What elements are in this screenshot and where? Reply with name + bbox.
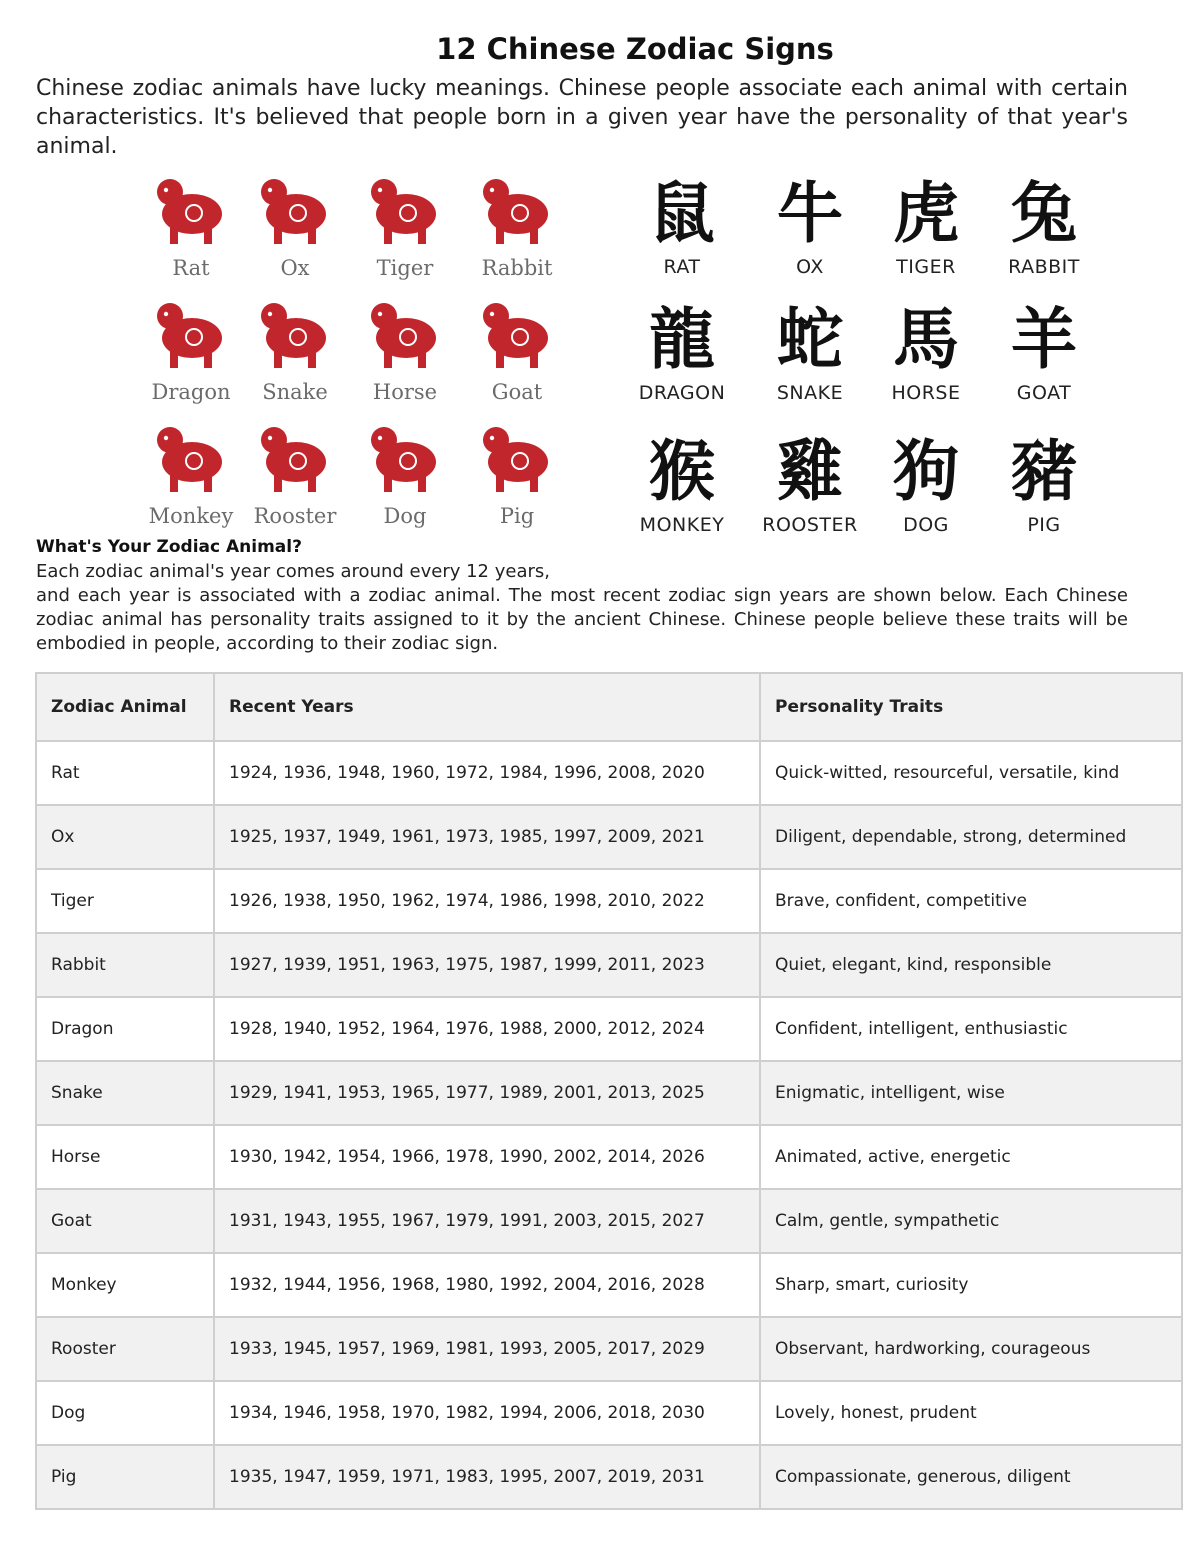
char-tile-dog [866, 430, 986, 554]
char-label: RABBIT [1008, 256, 1080, 278]
rooster-illustration-icon [252, 414, 338, 498]
animal-cell: Snake [36, 1061, 214, 1125]
years-cell: 1928, 1940, 1952, 1964, 1976, 1988, 2000, 2012, 2024 [214, 997, 760, 1061]
dragon-illustration-icon [148, 290, 234, 374]
char-label: DOG [903, 514, 949, 536]
horse-illustration-icon [362, 290, 448, 374]
years-cell: 1927, 1939, 1951, 1963, 1975, 1987, 1999, 2011, 2023 [214, 933, 760, 997]
section-line-2: and each year is associated with a zodiac animal. The most recent zodiac sign years are shown below. Each Chinese zodiac animal has personality traits assigned to it by the ancient Chinese. Chinese people believe these traits will be embodied in people, according to their zodiac sign. [36, 585, 1128, 654]
animal-tile-dragon [136, 290, 246, 414]
animal-cell: Rooster [36, 1317, 214, 1381]
animal-tile-rat [136, 166, 246, 290]
tiger-illustration-icon [362, 166, 448, 250]
char-label: RAT [663, 256, 701, 278]
years-cell: 1931, 1943, 1955, 1967, 1979, 1991, 2003, 2015, 2027 [214, 1189, 760, 1253]
char-label: HORSE [891, 382, 961, 404]
pig-illustration-icon [474, 414, 560, 498]
traits-cell: Quick-witted, resourceful, versatile, kind [760, 741, 1182, 805]
char-tile-rat [622, 172, 742, 296]
years-cell: 1934, 1946, 1958, 1970, 1982, 1994, 2006, 2018, 2030 [214, 1381, 760, 1445]
char-tile-monkey [622, 430, 742, 554]
char-label: MONKEY [639, 514, 725, 536]
animal-tile-pig [462, 414, 572, 538]
char-label: TIGER [896, 256, 956, 278]
animal-cell: Ox [36, 805, 214, 869]
char-tile-horse [866, 298, 986, 422]
traits-cell: Enigmatic, intelligent, wise [760, 1061, 1182, 1125]
animal-tile-tiger [350, 166, 460, 290]
table-row [36, 1253, 1182, 1317]
traits-cell: Observant, hardworking, courageous [760, 1317, 1182, 1381]
table-header-row [36, 673, 1182, 741]
rabbit-illustration-icon [474, 166, 560, 250]
chinese-character: 馬 [893, 301, 959, 378]
header-zodiac-animal: Zodiac Animal [36, 673, 214, 741]
animal-tile-dog [350, 414, 460, 538]
section-body [36, 560, 1128, 656]
years-cell: 1924, 1936, 1948, 1960, 1972, 1984, 1996, 2008, 2020 [214, 741, 760, 805]
chinese-character: 龍 [649, 301, 715, 378]
page-title: 12 Chinese Zodiac Signs [436, 32, 834, 66]
animal-tile-rooster [240, 414, 350, 538]
chinese-character: 狗 [893, 433, 959, 510]
table-row [36, 1445, 1182, 1509]
animal-tile-monkey [136, 414, 246, 538]
animal-label: Dog [383, 504, 427, 528]
animal-cell: Horse [36, 1125, 214, 1189]
char-tile-tiger [866, 172, 986, 296]
table-row [36, 1061, 1182, 1125]
animal-tile-rabbit [462, 166, 572, 290]
char-tile-pig [984, 430, 1104, 554]
animal-cell: Monkey [36, 1253, 214, 1317]
section-line-1: Each zodiac animal's year comes around every 12 years, [36, 561, 550, 582]
ox-illustration-icon [252, 166, 338, 250]
animal-label: Dragon [151, 380, 231, 404]
table-row [36, 933, 1182, 997]
char-tile-rooster [750, 430, 870, 554]
animal-label: Pig [499, 504, 535, 528]
animal-tile-horse [350, 290, 460, 414]
char-tile-snake [750, 298, 870, 422]
char-label: PIG [1027, 514, 1061, 536]
animal-cell: Rat [36, 741, 214, 805]
animal-label: Snake [262, 380, 328, 404]
table-row [36, 1189, 1182, 1253]
animal-cell: Dog [36, 1381, 214, 1445]
zodiac-table [35, 672, 1183, 1510]
animal-tile-snake [240, 290, 350, 414]
section-heading: What's Your Zodiac Animal? [36, 537, 302, 557]
chinese-characters [622, 172, 1102, 544]
animal-cell: Tiger [36, 869, 214, 933]
years-cell: 1932, 1944, 1956, 1968, 1980, 1992, 2004, 2016, 2028 [214, 1253, 760, 1317]
traits-cell: Lovely, honest, prudent [760, 1381, 1182, 1445]
table-row [36, 1381, 1182, 1445]
char-label: SNAKE [776, 382, 844, 404]
traits-cell: Confident, intelligent, enthusiastic [760, 997, 1182, 1061]
animal-label: Monkey [148, 504, 234, 528]
header-personality-traits: Personality Traits [760, 673, 1182, 741]
table-row [36, 805, 1182, 869]
chinese-character: 豬 [1011, 433, 1077, 510]
years-cell: 1926, 1938, 1950, 1962, 1974, 1986, 1998, 2010, 2022 [214, 869, 760, 933]
chinese-character: 兔 [1011, 175, 1077, 252]
char-tile-dragon [622, 298, 742, 422]
char-tile-rabbit [984, 172, 1104, 296]
traits-cell: Animated, active, energetic [760, 1125, 1182, 1189]
chinese-character: 蛇 [777, 301, 843, 378]
animal-cell: Rabbit [36, 933, 214, 997]
table-row [36, 1317, 1182, 1381]
years-cell: 1929, 1941, 1953, 1965, 1977, 1989, 2001, 2013, 2025 [214, 1061, 760, 1125]
chinese-character: 羊 [1011, 301, 1077, 378]
goat-illustration-icon [474, 290, 560, 374]
animal-cell: Pig [36, 1445, 214, 1509]
years-cell: 1933, 1945, 1957, 1969, 1981, 1993, 2005, 2017, 2029 [214, 1317, 760, 1381]
animal-cell: Goat [36, 1189, 214, 1253]
years-cell: 1925, 1937, 1949, 1961, 1973, 1985, 1997, 2009, 2021 [214, 805, 760, 869]
chinese-character: 虎 [893, 175, 959, 252]
dog-illustration-icon [362, 414, 448, 498]
header-recent-years: Recent Years [214, 673, 760, 741]
chinese-character: 牛 [777, 175, 843, 252]
animal-label: Rooster [253, 504, 337, 528]
years-cell: 1935, 1947, 1959, 1971, 1983, 1995, 2007, 2019, 2031 [214, 1445, 760, 1509]
char-label: ROOSTER [762, 514, 858, 536]
char-label: GOAT [1016, 382, 1072, 404]
table-row [36, 1125, 1182, 1189]
chinese-character: 猴 [649, 433, 715, 510]
table-row [36, 741, 1182, 805]
table-row [36, 869, 1182, 933]
char-label: OX [796, 256, 824, 278]
monkey-illustration-icon [148, 414, 234, 498]
animal-label: Rat [172, 256, 210, 280]
rat-illustration-icon [148, 166, 234, 250]
traits-cell: Sharp, smart, curiosity [760, 1253, 1182, 1317]
traits-cell: Brave, confident, competitive [760, 869, 1182, 933]
animal-illustrations [136, 166, 576, 538]
animal-cell: Dragon [36, 997, 214, 1061]
intro-paragraph: Chinese zodiac animals have lucky meanings. Chinese people associate each animal with certain characteristics. It's believed that people born in a given year have the personality of that year's animal. [36, 76, 1128, 159]
animal-label: Ox [280, 256, 310, 280]
snake-illustration-icon [252, 290, 338, 374]
animal-label: Tiger [376, 256, 434, 280]
animal-label: Goat [491, 380, 543, 404]
traits-cell: Quiet, elegant, kind, responsible [760, 933, 1182, 997]
char-tile-goat [984, 298, 1104, 422]
table-row [36, 997, 1182, 1061]
animal-label: Horse [372, 380, 438, 404]
traits-cell: Diligent, dependable, strong, determined [760, 805, 1182, 869]
animal-tile-goat [462, 290, 572, 414]
traits-cell: Compassionate, generous, diligent [760, 1445, 1182, 1509]
years-cell: 1930, 1942, 1954, 1966, 1978, 1990, 2002, 2014, 2026 [214, 1125, 760, 1189]
char-label: DRAGON [638, 382, 726, 404]
chinese-character: 雞 [777, 433, 843, 510]
animal-label: Rabbit [481, 256, 553, 280]
traits-cell: Calm, gentle, sympathetic [760, 1189, 1182, 1253]
animal-tile-ox [240, 166, 350, 290]
char-tile-ox [750, 172, 870, 296]
chinese-character: 鼠 [649, 175, 715, 252]
